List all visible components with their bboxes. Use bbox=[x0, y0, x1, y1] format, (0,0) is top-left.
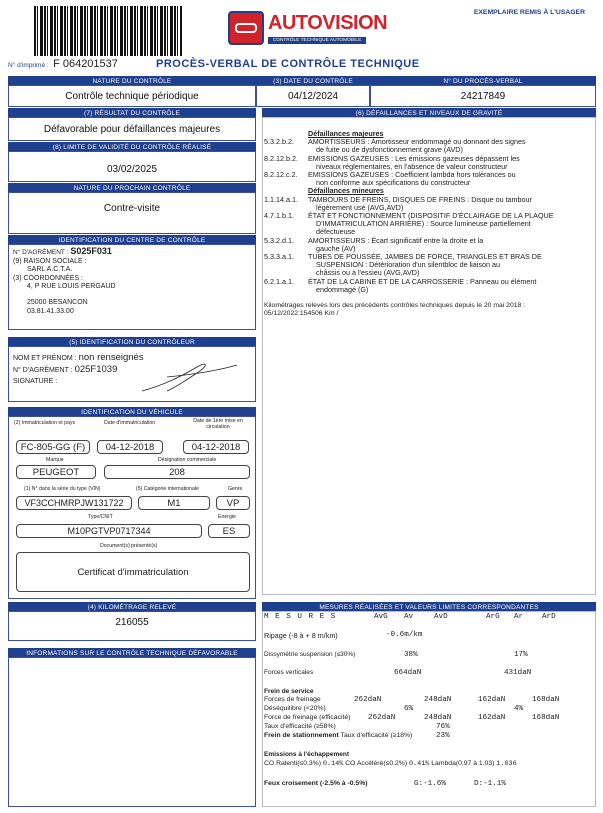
vin-label: (1) N° dans la série du type (VIN) bbox=[24, 486, 101, 492]
next-control-value: Contre-visite bbox=[8, 192, 256, 234]
print-number-label: N° d'imprimé : bbox=[8, 62, 49, 69]
col-arg: ArG bbox=[486, 613, 500, 621]
col-ard: ArD bbox=[542, 613, 556, 621]
defect-code: 5.3.3.a.1. bbox=[264, 252, 294, 262]
ripage-value: -0.6m/km bbox=[386, 631, 423, 639]
stationnement-label bbox=[264, 732, 412, 739]
deseq-ar: 4% bbox=[514, 705, 524, 713]
defect-text: D'IMMATRICULATION ARRIÈRE) : Source lumineuse partiellement bbox=[316, 219, 531, 229]
info-box bbox=[8, 657, 256, 807]
defect-text: EMISSIONS GAZEUSES : Coefficient lambda hors tolérances ou bbox=[308, 170, 516, 180]
designation-value: 208 bbox=[104, 465, 250, 479]
type-label: Type/CNIT bbox=[88, 514, 113, 520]
km-label: (4) KILOMÉTRAGE RELEVÉ bbox=[8, 602, 256, 611]
first-circ-value: 04-12-2018 bbox=[183, 440, 249, 454]
controleur-name-label: NOM ET PRÉNOM : bbox=[13, 355, 77, 362]
defects-label: (6) DÉFAILLANCES ET NIVEAUX DE GRAVITÉ bbox=[262, 108, 596, 117]
copy-label: EXEMPLAIRE REMIS À L'USAGER bbox=[473, 9, 585, 16]
controleur-agrement-value: 025F1039 bbox=[74, 364, 118, 375]
defect-text: de fuite ou de dysfonctionnement grave (AVD) bbox=[316, 145, 463, 155]
feux-d: D:-1.1% bbox=[474, 780, 506, 788]
freinage-label: Forces de freinage bbox=[264, 696, 321, 703]
minor-defects bbox=[264, 196, 594, 294]
defect-line bbox=[264, 286, 594, 294]
defect-text: ÉTAT ET FONCTIONNEMENT (DISPOSITIF D'ÉCLAIRAGE DE LA PLAQUE bbox=[308, 211, 554, 221]
nature-label: NATURE DU CONTRÔLE bbox=[8, 76, 256, 85]
immat-value: FC-805-GG (F) bbox=[16, 440, 90, 454]
autovision-logo bbox=[228, 9, 388, 47]
defect-code bbox=[264, 261, 308, 269]
freinage-ard: 168daN bbox=[532, 696, 560, 704]
defect-text: châssis ou à l'essieu (AVG,AVD) bbox=[316, 268, 420, 278]
lambda-label: Lambda(0.97 à 1.03) bbox=[431, 760, 495, 767]
major-defects bbox=[264, 138, 594, 187]
raison-value: SARL A.C.T.A. bbox=[27, 266, 73, 274]
efficacite-label: Force de freinage (efficacité) bbox=[264, 714, 351, 721]
col-avg: AvG bbox=[374, 613, 388, 621]
defect-text: EMISSIONS GAZEUSES : Les émissions gazeuses dépassent les bbox=[308, 153, 520, 163]
centre-address-1: 4, P RUE LOUIS PERGAUD bbox=[27, 283, 116, 291]
km-history-note: Kilométrages relevés lors des précédents contrôles techniques depuis le 20 mai 2018 : bbox=[264, 302, 526, 310]
date-immat-label: Date d'immatriculation bbox=[104, 420, 156, 426]
co-ralenti-label: CO Ralenti(≤0.3%) bbox=[264, 760, 321, 767]
centre-agrement-label: N° D'AGRÉMENT : bbox=[13, 249, 69, 256]
defect-text: ÉTAT DE LA CABINE ET DE LA CARROSSERIE : Panneau ou élément bbox=[308, 276, 537, 286]
brand-subtitle: CONTRÔLE TECHNIQUE AUTOMOBILE bbox=[268, 37, 366, 44]
major-title: Défaillances majeures bbox=[308, 129, 384, 138]
defect-text: AMORTISSEURS : Amortisseur endommagé ou donnant des signes bbox=[308, 137, 526, 147]
docs-label: Document(s) présenté(s) bbox=[100, 543, 158, 549]
freinage-avg: 262daN bbox=[354, 696, 382, 704]
deseq-av: 6% bbox=[404, 705, 414, 713]
result-value: Défavorable pour défaillances majeures bbox=[8, 117, 256, 141]
info-label: INFORMATIONS SUR LE CONTRÔLE TECHNIQUE DÉFAVORABLE bbox=[8, 648, 256, 657]
coord-label: (3) COORDONNÉES : bbox=[13, 274, 84, 282]
col-av: Av bbox=[404, 613, 414, 621]
stationnement-value: 23% bbox=[436, 732, 450, 740]
feux-label: Feux croisement (-2.5% à -0.5%) bbox=[264, 780, 368, 787]
energie-label: Energie bbox=[218, 514, 236, 520]
controleur-agrement-label: N° D'AGRÉMENT : bbox=[13, 367, 73, 374]
measures-table bbox=[264, 611, 596, 807]
validity-value: 03/02/2025 bbox=[8, 151, 256, 182]
barcode bbox=[34, 6, 182, 56]
forces-label: Forces verticales bbox=[264, 669, 314, 676]
cat-value: M1 bbox=[138, 496, 210, 510]
controleur-name-value: non renseignés bbox=[78, 352, 144, 363]
efficacite-avd: 248daN bbox=[424, 714, 452, 722]
defect-line bbox=[264, 237, 594, 245]
defect-text: AMORTISSEURS : Écart significatif entre la droite et la bbox=[308, 235, 484, 245]
defect-code: 8.2.12.c.2. bbox=[264, 170, 298, 180]
print-number-row bbox=[8, 58, 118, 70]
stationnement-sub: Taux d'efficacité (≥18%) bbox=[340, 732, 413, 739]
centre-label: IDENTIFICATION DU CENTRE DE CONTRÔLE bbox=[8, 235, 256, 244]
deseq-label: Déséquilibre (<20%) bbox=[264, 705, 326, 712]
km-history-values: 05/12/2022:154506 Km / bbox=[264, 310, 339, 318]
centre-agrement-value: S025F031 bbox=[70, 246, 112, 256]
defect-code: 8.2.12.b.2. bbox=[264, 153, 298, 163]
efficacite-avg: 262daN bbox=[368, 714, 396, 722]
genre-value: VP bbox=[216, 496, 250, 510]
emissions-line bbox=[264, 760, 517, 768]
defect-line bbox=[264, 220, 594, 228]
type-value: M10PGTVP0717344 bbox=[16, 524, 202, 538]
feux-g: G:-1.6% bbox=[414, 780, 446, 788]
co-accelere-value: 0.41% bbox=[408, 760, 430, 768]
defect-code: 5.3.2.b.2. bbox=[264, 137, 294, 147]
co-ralenti-value: 0.14% bbox=[322, 760, 344, 768]
defect-text: légèrement usé (AVG,AVD) bbox=[316, 202, 404, 212]
pv-label: N° DU PROCÈS-VERBAL bbox=[370, 76, 596, 85]
defect-code: 1.1.14.a.1. bbox=[264, 194, 298, 204]
col-ar: Ar bbox=[514, 613, 524, 621]
next-control-label: NATURE DU PROCHAIN CONTRÔLE bbox=[8, 183, 256, 192]
measures-label: MESURES RÉALISÉES ET VALEURS LIMITES CORRESPONDANTES bbox=[262, 602, 596, 611]
forces-ar: 431daN bbox=[504, 669, 532, 677]
brand-name: AUTOVISION bbox=[268, 12, 388, 34]
efficacite-ard: 168daN bbox=[532, 714, 560, 722]
mesures-word: M E S U R E S bbox=[264, 613, 337, 621]
ripage-label: Ripage (-8 à + 8 m/km) bbox=[264, 631, 338, 640]
defect-line bbox=[264, 278, 594, 286]
marque-value: PEUGEOT bbox=[16, 465, 96, 479]
minor-title: Défaillances mineures bbox=[308, 186, 384, 196]
vehicle-label: IDENTIFICATION DU VÉHICULE bbox=[8, 407, 256, 416]
defect-text: non conforme aux spécifications du constructeur bbox=[316, 178, 471, 188]
col-avd: AvD bbox=[434, 613, 448, 621]
raison-label: (9) RAISON SOCIALE : bbox=[13, 257, 87, 265]
dissym-label: Dissymétrie suspension (≤30%) bbox=[264, 651, 356, 658]
defect-text: niveaux réglementaires, en l'absence de valeur constructeur bbox=[316, 161, 508, 171]
efficacite-arg: 162daN bbox=[478, 714, 506, 722]
defect-text: TAMBOURS DE FREINS, DISQUES DE FREINS : Disque ou tambour bbox=[308, 194, 532, 204]
nature-value: Contrôle technique périodique bbox=[8, 85, 256, 107]
document-title: PROCÈS-VERBAL DE CONTRÔLE TECHNIQUE bbox=[156, 58, 420, 70]
defect-text: SUSPENSION : Détérioration d'un silentbloc de liaison au bbox=[316, 260, 500, 270]
centre-phone: 03.81.41.33.00 bbox=[27, 307, 74, 315]
validity-label: (8) LIMITE DE VALIDITÉ DU CONTRÔLE RÉALISÉ bbox=[8, 142, 256, 151]
signature-scribble bbox=[137, 357, 247, 397]
co-accelere-label: CO Accéléré(≤0.2%) bbox=[345, 760, 408, 767]
dissym-av: 38% bbox=[404, 651, 418, 659]
defects-list bbox=[264, 130, 594, 318]
lambda-value: 1.036 bbox=[496, 760, 517, 768]
defect-code bbox=[264, 286, 308, 294]
vin-value: VF3CCHMRPJW131722 bbox=[16, 496, 132, 510]
frein-title: Frein de service bbox=[264, 688, 314, 695]
immat-label: (2) Immatriculation et pays bbox=[14, 420, 76, 426]
date-label: (3) DATE DU CONTRÔLE bbox=[256, 76, 370, 85]
defect-code bbox=[264, 179, 308, 187]
taux-value: 76% bbox=[436, 723, 450, 731]
designation-label: Désignation commerciale bbox=[158, 457, 217, 463]
defect-code bbox=[264, 220, 308, 228]
cat-label: (5) Catégorie internationale bbox=[136, 486, 199, 492]
km-value: 216055 bbox=[8, 611, 256, 641]
dissym-ar: 17% bbox=[514, 651, 528, 659]
defect-code: 4.7.1.b.1. bbox=[264, 211, 294, 221]
marque-label: Marque bbox=[46, 457, 64, 463]
stationnement-title: Frein de stationnement bbox=[264, 732, 339, 739]
docs-value: Certificat d'immatriculation bbox=[16, 552, 250, 592]
pv-value: 24217849 bbox=[370, 85, 596, 107]
taux-label: Taux d'efficacité (≥58%) bbox=[264, 723, 336, 730]
defect-code: 5.3.2.d.1. bbox=[264, 235, 294, 245]
freinage-arg: 162daN bbox=[478, 696, 506, 704]
emissions-title: Emissions à l'échappement bbox=[264, 751, 349, 758]
defect-code: 6.2.1.a.1. bbox=[264, 276, 294, 286]
centre-address-2: 25000 BESANCON bbox=[27, 298, 88, 306]
genre-label: Genre bbox=[228, 486, 243, 492]
result-label: (7) RÉSULTAT DU CONTRÔLE bbox=[8, 108, 256, 117]
defect-line bbox=[264, 261, 594, 269]
defect-text: TUBES DE POUSSÉE, JAMBES DE FORCE, TRIANGLES ET BRAS DE bbox=[308, 252, 542, 262]
date-value: 04/12/2024 bbox=[256, 85, 370, 107]
centre-box bbox=[8, 244, 256, 330]
date-immat-value: 04-12-2018 bbox=[97, 440, 163, 454]
freinage-avd: 248daN bbox=[424, 696, 452, 704]
controleur-label: (5) IDENTIFICATION DU CONTRÔLEUR bbox=[8, 337, 256, 346]
controleur-box bbox=[8, 346, 256, 402]
energie-value: ES bbox=[208, 524, 250, 538]
defect-text: défectueuse bbox=[316, 227, 356, 237]
print-number: F 064201537 bbox=[53, 58, 118, 70]
first-circ-label: Date de 1ère mise en circulation bbox=[193, 418, 243, 430]
forces-av: 664daN bbox=[394, 669, 422, 677]
defect-text: endommagé (G) bbox=[316, 284, 369, 294]
signature-label: SIGNATURE : bbox=[13, 378, 58, 385]
defect-line bbox=[264, 196, 594, 204]
defect-text: gauche (AV) bbox=[316, 243, 356, 253]
